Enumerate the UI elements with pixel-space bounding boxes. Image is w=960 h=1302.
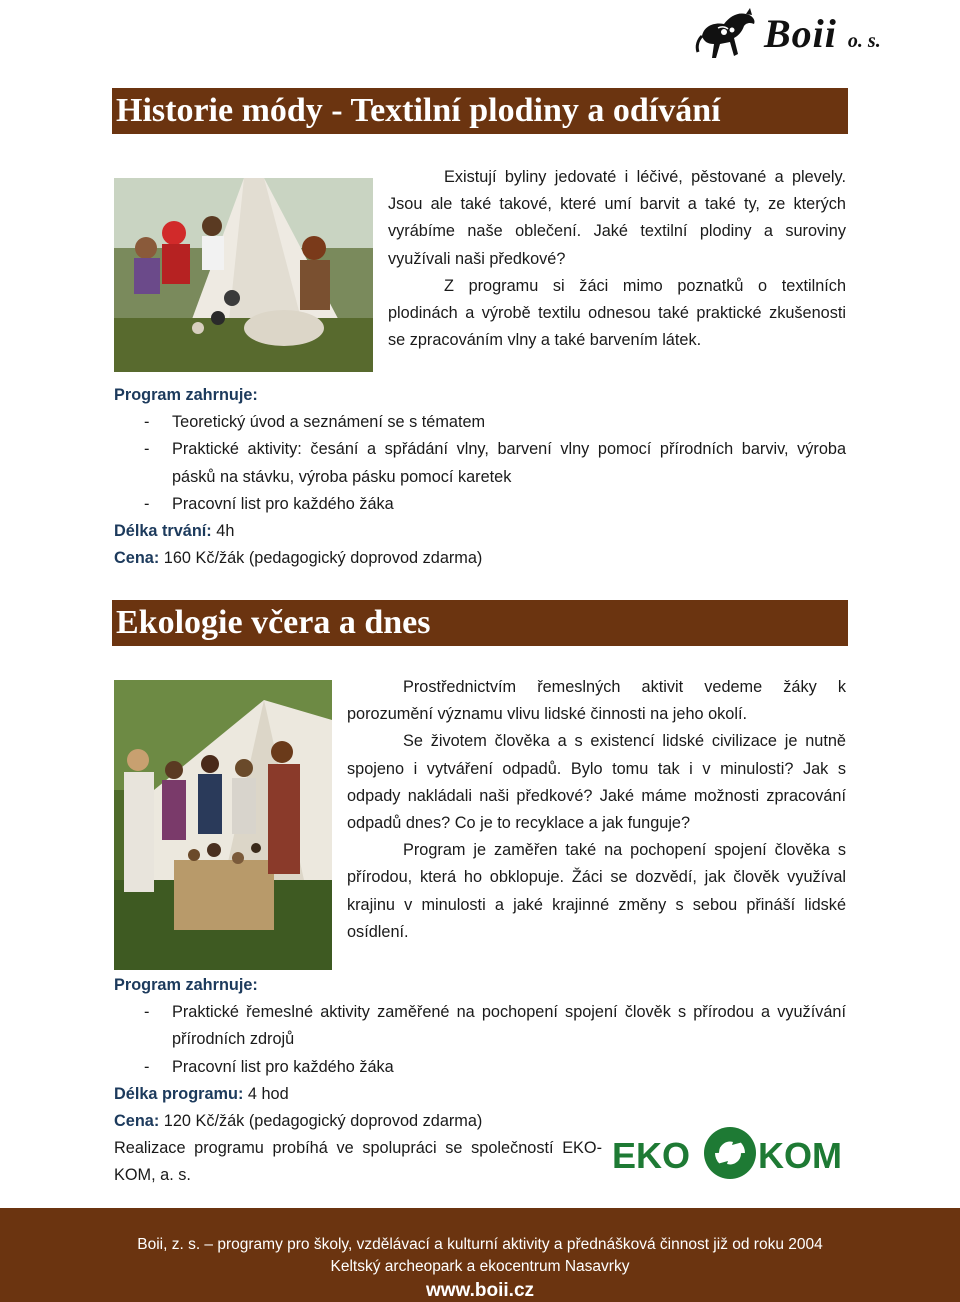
boii-logo (694, 6, 926, 64)
horse-logo-icon (694, 6, 760, 62)
program-list (114, 409, 846, 518)
section2-paragraph: Prostřednictvím řemeslných aktivit vedeme žáky k porozumění významu vlivu lidské činnosti na jeho okolí. (347, 678, 846, 724)
program-list (114, 999, 846, 1081)
section2-intro (347, 674, 846, 946)
footer-line2: Keltský archeopark a ekocentrum Nasavrky (330, 1258, 630, 1275)
section2-title: Ekologie včera a dnes (112, 600, 848, 646)
section2-paragraph: Se životem člověka a s existencí lidské civilizace je nutně spojeno i vytváření odpadů. Bylo tomu tak i v minulosti? Jak s odpady nakládali naši předkové? Jaké máme možnosti zpracování odpadů dnes? Co je to recyklace a jak funguje? (347, 732, 846, 833)
section1-paragraph: Z programu si žáci mimo poznatků o textilních plodinách a výrobě textilu odnesou také praktické zkušenosti se zpracováním vlny a také barvením látek. (388, 276, 846, 350)
partner-text: Realizace programu probíhá ve spolupráci se společností EKO-KOM, a. s. (114, 1139, 602, 1185)
duration: Délka trvání: 4h (114, 522, 235, 541)
ekokom-right-text: KOM (758, 1135, 842, 1176)
ekokom-logo (612, 1124, 848, 1182)
section1-photo (114, 178, 373, 372)
list-item: - Teoretický úvod a seznámení se s tématem (144, 413, 486, 432)
section1-paragraph: Existují byliny jedovaté i léčivé, pěstované a plevely. Jsou ale také takové, které umí barvit a také ty, ze kterých vyrábíme naše oblečení. Jaké textilní plodiny a suroviny využívali naši předkové? (388, 168, 846, 268)
list-item: - Praktické řemeslné aktivity zaměřené na pochopení spojení člověk s přírodou a využívání přírodních zdrojů (144, 1003, 846, 1049)
program-label: Program zahrnuje: (114, 976, 258, 994)
section2-paragraph: Program je zaměřen také na pochopení spojení člověka s přírodou, která ho obklopuje. Žáci se dozvědí, jak člověk využíval krajinu v minulosti a jaké krajinné změny s sebou přináší lidské osídlení. (347, 841, 846, 941)
section1-intro (388, 164, 846, 354)
recycle-icon (704, 1127, 756, 1179)
program-label: Program zahrnuje: (114, 386, 258, 404)
section1-title: Historie módy - Textilní plodiny a odívání (112, 88, 848, 134)
list-item: - Pracovní list pro každého žáka (144, 494, 394, 513)
duration: Délka programu: 4 hod (114, 1084, 289, 1103)
section2-photo (114, 680, 332, 970)
list-item: - Praktické aktivity: česání a spřádání vlny, barvení vlny pomocí přírodních barviv, výroba pásků na stávku, výroba pásku pomocí karetek (144, 440, 846, 486)
logo-wordmark: Boii o. s. (764, 11, 881, 56)
footer (0, 1208, 960, 1302)
section1-details (114, 382, 846, 572)
ekokom-left-text: EKO (612, 1135, 691, 1176)
footer-line1: Boii, z. s. – programy pro školy, vzdělávací a kulturní aktivity a přednášková činnost již od roku 2004 (137, 1236, 823, 1253)
footer-url-link[interactable]: www.boii.cz (425, 1280, 535, 1301)
price: Cena: 160 Kč/žák (pedagogický doprovod zdarma) (114, 549, 483, 568)
price: Cena: 120 Kč/žák (pedagogický doprovod zdarma) (114, 1112, 483, 1131)
list-item: - Pracovní list pro každého žáka (144, 1057, 394, 1076)
